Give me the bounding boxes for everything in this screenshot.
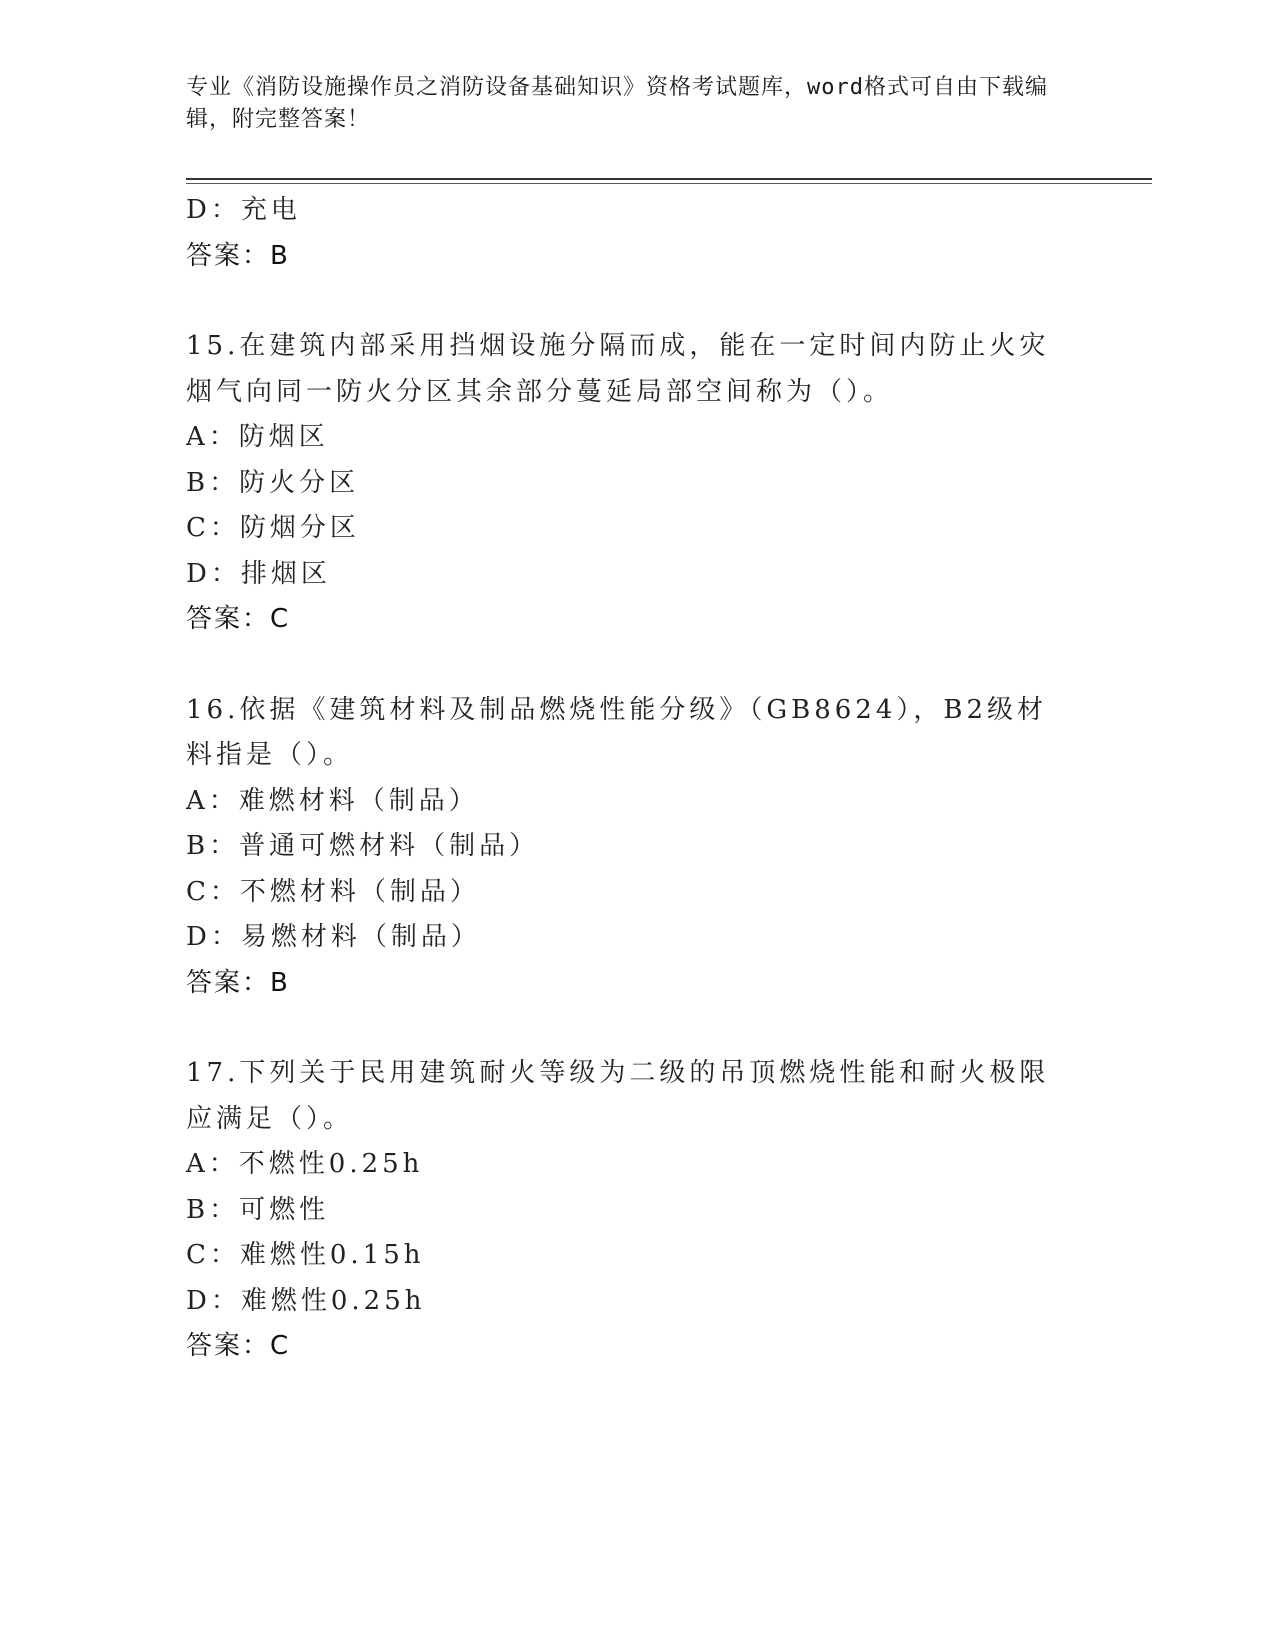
question-text: 16.依据《建筑材料及制品燃烧性能分级》（GB8624），B2级材料指是（）。 [186, 694, 1048, 770]
option-a: A：难燃材料（制品） [186, 785, 479, 816]
option-d: D：充电 [186, 195, 301, 225]
answer-line: 答案：B [186, 967, 290, 998]
option-d: D：易燃材料（制品） [186, 922, 481, 952]
question-text: 17.下列关于民用建筑耐火等级为二级的吊顶燃烧性能和耐火极限应满足（）。 [186, 1058, 1050, 1134]
question-block-15 [186, 324, 1086, 643]
option-c: C：防烟分区 [186, 513, 360, 543]
option-b: B：防火分区 [186, 467, 360, 498]
option-c: C：不燃材料（制品） [186, 876, 480, 907]
answer-line: 答案：C [186, 604, 291, 634]
question-content [186, 188, 1086, 1370]
option-b: B：可燃性 [186, 1194, 330, 1225]
option-c: C：难燃性0.15h [186, 1240, 425, 1270]
header-divider [186, 178, 1152, 180]
option-a: A：防烟区 [186, 422, 329, 452]
option-d: D：难燃性0.25h [186, 1285, 426, 1316]
option-a: A：不燃性0.25h [186, 1149, 424, 1179]
answer-line: 答案：B [186, 240, 290, 271]
header-divider-thin [186, 183, 1152, 184]
question-block-17 [186, 1051, 1086, 1370]
page-header: 专业《消防设施操作员之消防设备基础知识》资格考试题库，word格式可自由下载编辑，附完整答案！ [186, 75, 1048, 132]
option-b: B：普通可燃材料（制品） [186, 831, 540, 861]
question-block-16 [186, 688, 1086, 1007]
option-d: D：排烟区 [186, 558, 331, 589]
question-text: 15.在建筑内部采用挡烟设施分隔而成，能在一定时间内防止火灾烟气向同一防火分区其余部分蔓延局部空间称为（）。 [186, 331, 1050, 407]
answer-line: 答案：C [186, 1331, 291, 1361]
